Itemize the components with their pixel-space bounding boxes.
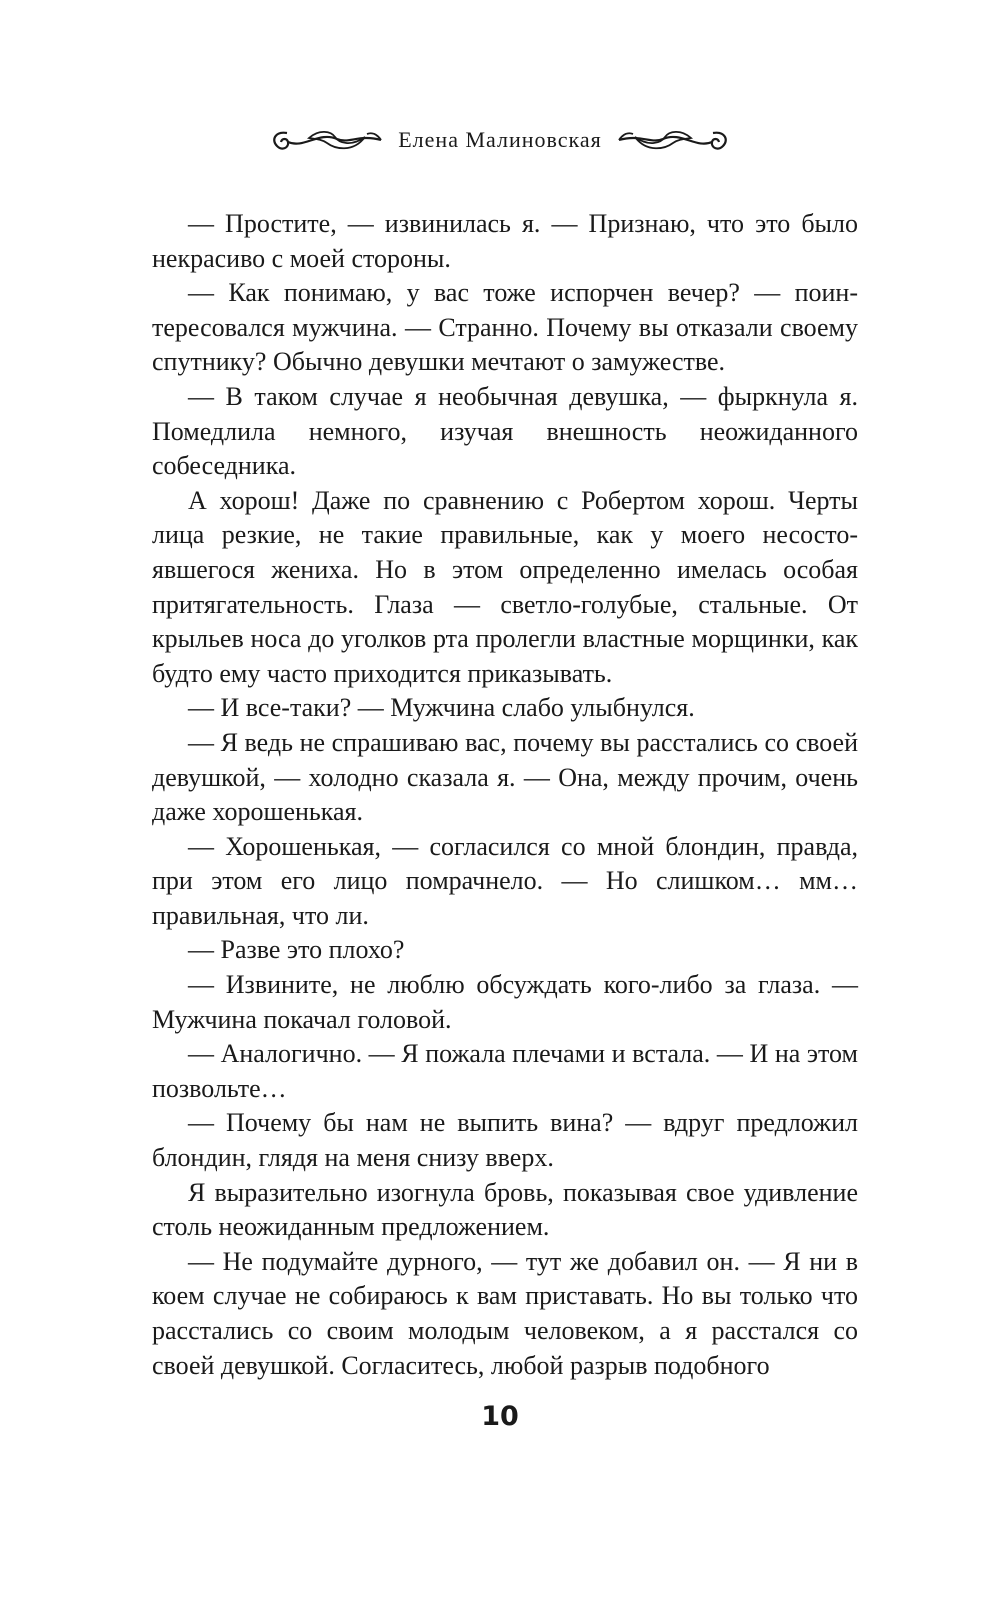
page-number: 10 bbox=[481, 1401, 519, 1432]
flourish-left-icon bbox=[269, 125, 384, 155]
paragraph: — В таком случае я необычная девушка, — фыркнула я. Помедлила немного, изучая внешность неожиданного собеседника. bbox=[152, 381, 858, 481]
paragraph: — Почему бы нам не выпить вина? — вдруг предложил блондин, глядя на меня снизу вверх. bbox=[152, 1108, 858, 1173]
paragraph: — Простите, — извинилась я. — Признаю, что это было некрасиво с моей стороны. bbox=[152, 209, 858, 273]
paragraph: — И все-таки? — Мужчина слабо улыбнулся. bbox=[188, 693, 695, 723]
flourish-right-icon bbox=[616, 125, 731, 155]
paragraph: — Как понимаю, у вас тоже испорчен вечер? — поинтересовался мужчина. — Странно. Почему вы отказали своему спутнику? Обычно девушки мечтают о замужестве. bbox=[152, 278, 858, 377]
body-text bbox=[152, 207, 858, 1383]
paragraph: — Извините, не люблю обсуждать кого-либо за глаза. — Мужчина покачал головой. bbox=[152, 970, 858, 1034]
paragraph: — Разве это плохо? bbox=[188, 935, 405, 965]
paragraph: Я выразительно изогнула бровь, показывая свое удивление столь неожиданным предложением. bbox=[152, 1177, 858, 1242]
paragraph: — Не подумайте дурного, — тут же добавил он. — Я ни в коем случае не собираюсь к вам приставать. Но вы только что расстались со своим молодым человеком, а я расстался со своей девушкой. Согласитесь, любой разрыв подобного bbox=[152, 1246, 858, 1380]
paragraph: — Я ведь не спрашиваю вас, почему вы расстались со своей девушкой, — холодно сказала я. — Она, между прочим, очень даже хорошенькая. bbox=[152, 727, 858, 827]
paragraph: — Хорошенькая, — согласился со мной блондин, правда, при этом его лицо помрачнело. — Но слишком… мм… правильная, что ли. bbox=[152, 831, 858, 930]
running-head bbox=[0, 118, 1000, 162]
paragraph: — Аналогично. — Я пожала плечами и встала. — И на этом позвольте… bbox=[152, 1039, 858, 1103]
author-name: Елена Малиновская bbox=[398, 127, 602, 152]
paragraph: А хорош! Даже по сравнению с Робертом хорош. Черты лица резкие, не такие правильные, как у моего несостоявшегося жениха. Но в этом определенно имелась особая притягательность. Глаза — светло-голубые, стальные. От крыльев носа до уголков рта пролегли властные морщинки, как будто ему часто приходится приказывать. bbox=[152, 485, 858, 688]
